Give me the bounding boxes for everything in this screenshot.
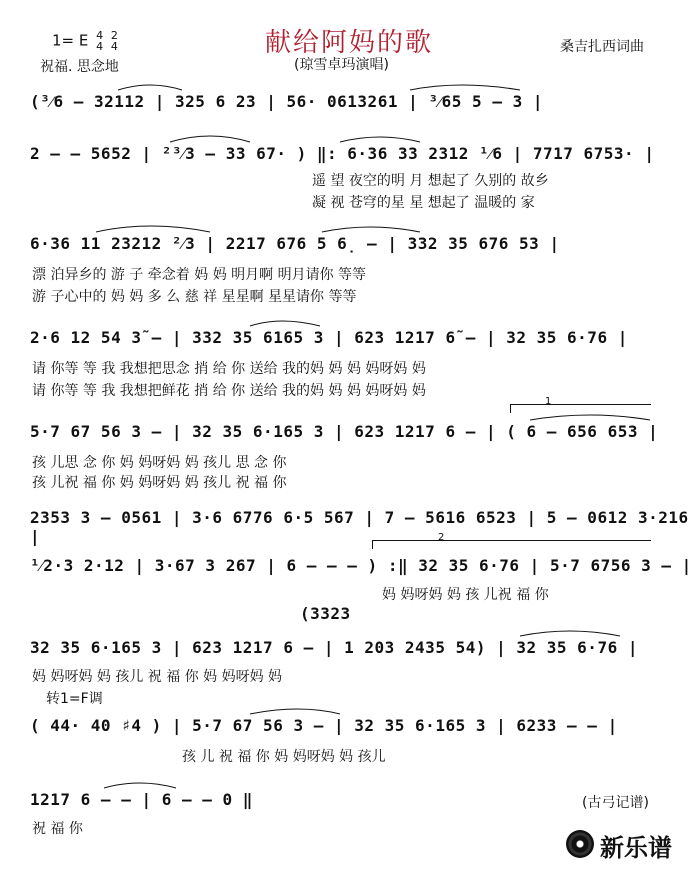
slur-mark [530, 415, 650, 420]
lyric-line-3a: 漂 泊异乡的 游 子 牵念着 妈 妈 明月啊 明月请你 等等 [32, 267, 367, 283]
score-line-11: 1217 6 – – | 6 – – 0 ‖ [30, 790, 253, 809]
lyric-line-4a: 请 你等 等 我 我想把思念 捎 给 你 送给 我的妈 妈 妈 妈呀妈 妈 [32, 361, 426, 377]
slur-mark [250, 709, 340, 714]
lyric-line-10: 孩 儿 祝 福 你 妈 妈呀妈 妈 孩儿 [182, 749, 386, 765]
lyric-line-2a: 遥 望 夜空的明 月 想起了 久别的 故乡 [312, 173, 549, 189]
score-line-9: 32 35 6·165 3 | 623 1217 6 – | 1 203 2435 54) | 32 35 6·76 | [30, 638, 638, 657]
score-line-10: ( 44· 40 ♯4 ) | 5·7 67 56 3 – | 32 35 6·165 3 | 6233 – – | [30, 716, 618, 735]
slur-mark [96, 226, 210, 232]
site-logo [566, 828, 690, 862]
slur-mark [118, 85, 182, 90]
modulation-mark: 转1=F调 [46, 691, 103, 707]
lyric-line-11: 祝 福 你 [32, 821, 83, 837]
lyric-line-2b: 凝 视 苍穹的星 星 想起了 温暖的 家 [312, 195, 535, 211]
lyric-line-7: 妈 妈呀妈 妈 孩 儿祝 福 你 [382, 587, 549, 603]
transcriber-credit: (古弓记谱) [582, 795, 649, 811]
lyric-line-3b: 游 子心中的 妈 妈 多 么 慈 祥 星星啊 星星请你 等等 [32, 289, 357, 305]
slur-mark [250, 321, 320, 326]
score-line-2: 2 – – 5652 | ²³⁄3 – 33 67· ) ‖: 6·36 33 2312 ¹⁄6 | 7717 6753· | [30, 144, 655, 163]
singer-credit: (琼雪卓玛演唱) [294, 57, 389, 73]
slur-mark [170, 136, 250, 142]
score-line-4: 2·6 12 54 3̃ – | 332 35 6165 3 | 623 1217 6̃ – | 32 35 6·76 | [30, 328, 628, 347]
slur-mark [340, 137, 420, 142]
score-line-5: 5·7 67 56 3 – | 32 35 6·165 3 | 623 1217 6 – | ( 6 – 656 653 | [30, 422, 659, 441]
score-line-3: 6·36 11 23212 ²⁄3 | 2217 676 5 6̣ – | 332 35 676 53 | [30, 234, 560, 253]
slur-mark [410, 85, 520, 90]
slur-mark [520, 631, 620, 636]
volta-1-number: 1 [545, 396, 552, 407]
score-line-7: ¹⁄2·3 2·12 | 3·67 3 267 | 6 – – – ) :‖ 32 35 6·76 | 5·7 6756 3 – | [30, 556, 692, 575]
volta-2-number: 2 [438, 532, 445, 543]
song-title: 献给阿妈的歌 [264, 28, 433, 58]
time-signature-b: 2 4 [110, 29, 118, 53]
composer-credit: 桑吉扎西词曲 [560, 39, 644, 55]
lyric-line-4b: 请 你等 等 我 我想把鲜花 捎 给 你 送给 我的妈 妈 妈 妈呀妈 妈 [32, 383, 426, 399]
vinyl-disc-icon [566, 830, 594, 858]
lyric-line-5b: 孩 儿祝 福 你 妈 妈呀妈 妈 孩儿 祝 福 你 [32, 475, 287, 491]
logo-text: 新乐谱 [600, 834, 672, 862]
lyric-line-9: 妈 妈呀妈 妈 孩儿 祝 福 你 妈 妈呀妈 妈 [32, 669, 283, 685]
lyric-line-5a: 孩 儿思 念 你 妈 妈呀妈 妈 孩儿 思 念 你 [32, 455, 287, 471]
key-label: 1= E [52, 31, 89, 50]
expression-mark: 祝福. 思念地 [40, 59, 119, 75]
score-line-1: (³⁄6 – 32112 | 325 6 23 | 56· 0613261 | ³⁄65 5 – 3 | [30, 92, 543, 111]
slur-mark [104, 783, 176, 788]
time-signature-a: 4 4 [96, 29, 104, 53]
slur-mark [322, 227, 420, 232]
score-line-8: (3323 [300, 604, 351, 623]
score-line-6: 2353 3 – 0561 | 3·6 6776 6·5 567 | 7 – 5616 6523 | 5 – 0612 3·216 | [30, 508, 689, 546]
